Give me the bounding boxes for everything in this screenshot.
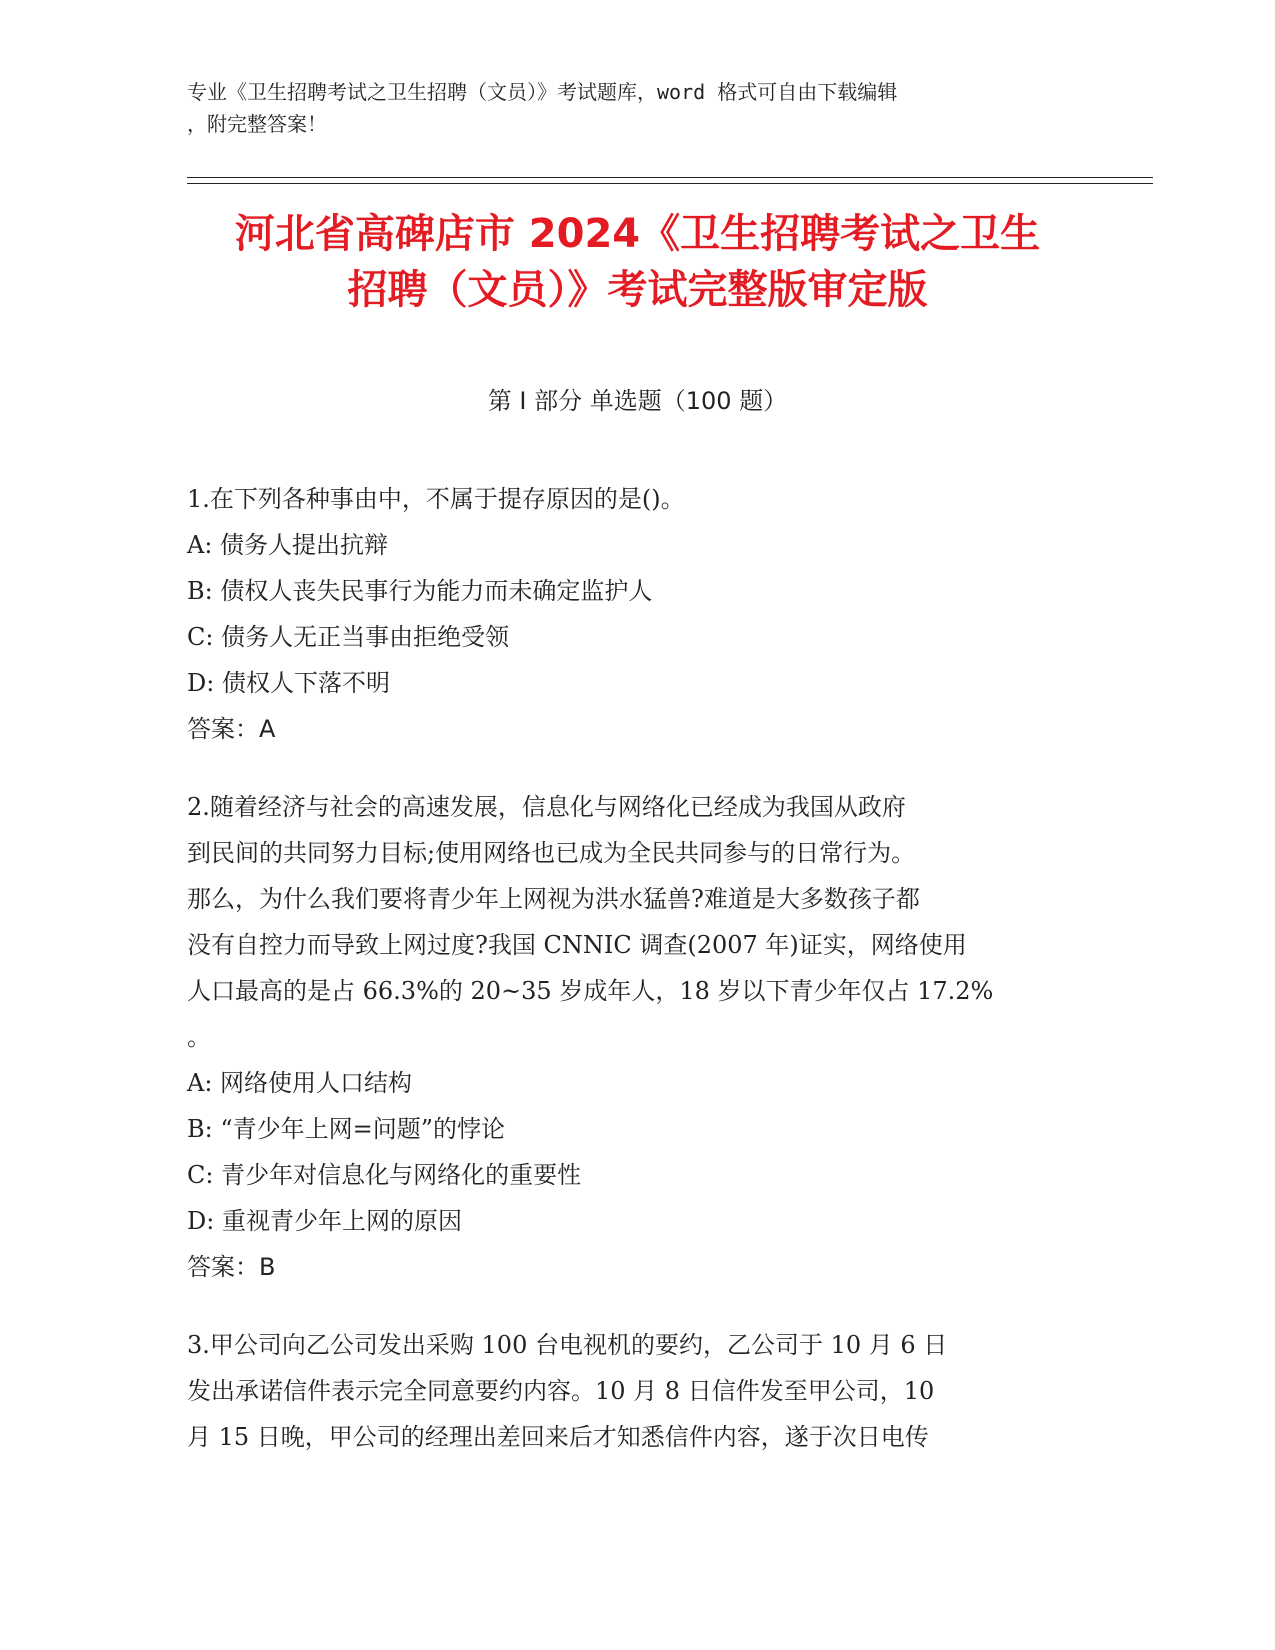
header-divider-top bbox=[187, 177, 1153, 178]
question-2-option-c: C: 青少年对信息化与网络化的重要性 bbox=[187, 1161, 582, 1189]
question-stem-line: 3.甲公司向乙公司发出采购 100 台电视机的要约，乙公司于 10 月 6 日 bbox=[187, 1331, 948, 1359]
question-stem-line: 没有自控力而导致上网过度?我国 CNNIC 调查(2007 年)证实，网络使用 bbox=[187, 931, 967, 959]
question-stem-line: 人口最高的是占 66.3%的 20~35 岁成年人，18 岁以下青少年仅占 17.2% bbox=[187, 977, 994, 1005]
question-2 bbox=[187, 784, 1087, 1290]
document-title-line-1: 河北省高碑店市 2024《卫生招聘考试之卫生 bbox=[234, 211, 1041, 257]
question-3-stem bbox=[187, 1322, 1087, 1460]
question-stem-line: 1.在下列各种事由中，不属于提存原因的是()。 bbox=[187, 485, 685, 513]
header-divider-bottom bbox=[187, 183, 1153, 184]
document-title bbox=[150, 206, 1125, 318]
question-stem-line: 到民间的共同努力目标;使用网络也已成为全民共同参与的日常行为。 bbox=[187, 839, 916, 867]
question-stem-line: 月 15 日晚，甲公司的经理出差回来后才知悉信件内容，遂于次日电传 bbox=[187, 1423, 929, 1451]
question-2-option-b: B: “青少年上网=问题”的悖论 bbox=[187, 1115, 505, 1143]
question-2-option-d: D: 重视青少年上网的原因 bbox=[187, 1207, 462, 1235]
document-title-line-2: 招聘（文员）》考试完整版审定版 bbox=[347, 267, 928, 313]
question-1-option-a: A: 债务人提出抗辩 bbox=[187, 531, 389, 559]
question-stem-line: 。 bbox=[187, 1023, 211, 1051]
header-note bbox=[187, 76, 1067, 140]
question-2-option-a: A: 网络使用人口结构 bbox=[187, 1069, 413, 1097]
question-1-stem bbox=[187, 476, 1087, 522]
question-list bbox=[187, 476, 1087, 1492]
section-heading: 第 I 部分 单选题（100 题） bbox=[487, 387, 788, 415]
question-2-answer: 答案：B bbox=[187, 1253, 276, 1281]
question-1-option-d: D: 债权人下落不明 bbox=[187, 669, 390, 697]
question-stem-line: 2.随着经济与社会的高速发展，信息化与网络化已经成为我国从政府 bbox=[187, 793, 906, 821]
question-1 bbox=[187, 476, 1087, 752]
header-note-line-1: 专业《卫生招聘考试之卫生招聘（文员）》考试题库，word 格式可自由下载编辑 bbox=[187, 80, 898, 104]
question-3 bbox=[187, 1322, 1087, 1460]
question-stem-line: 那么，为什么我们要将青少年上网视为洪水猛兽?难道是大多数孩子都 bbox=[187, 885, 920, 913]
header-note-line-2: ，附完整答案！ bbox=[187, 112, 327, 136]
question-1-option-c: C: 债务人无正当事由拒绝受领 bbox=[187, 623, 510, 651]
question-1-answer: 答案：A bbox=[187, 715, 276, 743]
question-stem-line: 发出承诺信件表示完全同意要约内容。10 月 8 日信件发至甲公司，10 bbox=[187, 1377, 935, 1405]
question-1-option-b: B: 债权人丧失民事行为能力而未确定监护人 bbox=[187, 577, 653, 605]
question-2-stem bbox=[187, 784, 1087, 1060]
